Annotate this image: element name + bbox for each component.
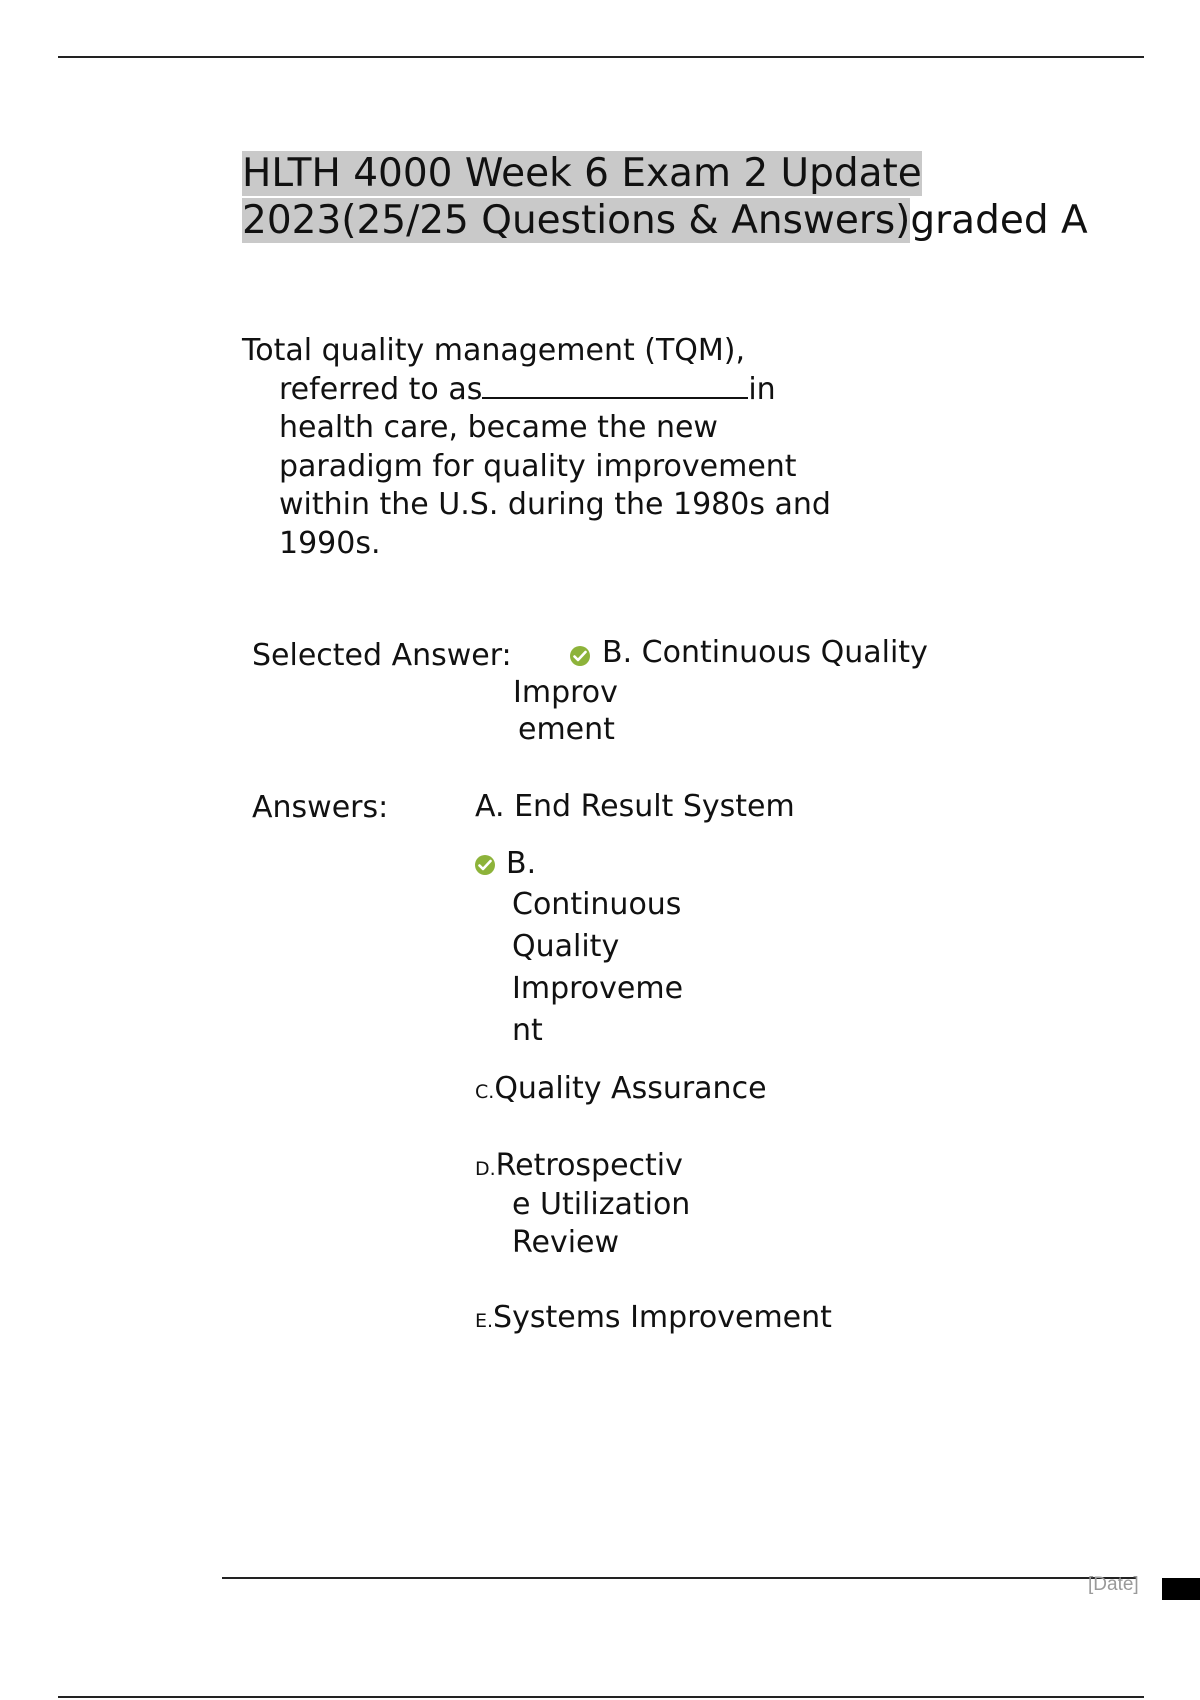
selected-answer-line2: Improv xyxy=(513,675,618,710)
question-line: paradigm for quality improvement xyxy=(279,448,797,484)
answer-option-b-line: nt xyxy=(512,1013,543,1048)
fill-in-blank xyxy=(482,371,748,399)
question-line: Total quality management (TQM), xyxy=(242,333,746,368)
option-text: Systems Improvement xyxy=(493,1300,832,1335)
footer-page-block xyxy=(1162,1578,1200,1600)
option-letter: E. xyxy=(475,1310,494,1332)
correct-check-icon xyxy=(475,855,495,875)
selected-answer-line3: ement xyxy=(518,712,615,747)
answer-option-a: A. End Result System xyxy=(475,789,795,824)
question-line: 1990s. xyxy=(279,525,381,561)
bottom-rule xyxy=(58,1696,1144,1698)
answer-option-d-line: e Utilization xyxy=(512,1187,691,1222)
question-line-post: in xyxy=(748,371,776,407)
option-letter: C. xyxy=(475,1081,495,1103)
answer-option-c xyxy=(475,1068,767,1113)
answer-option-e xyxy=(475,1297,832,1342)
title-line1: HLTH 4000 Week 6 Exam 2 Update xyxy=(242,151,922,196)
correct-check-icon xyxy=(570,646,590,666)
answer-option-b-line: Improveme xyxy=(512,971,684,1006)
option-text: Retrospectiv xyxy=(495,1148,683,1183)
option-text: Quality Assurance xyxy=(494,1071,767,1106)
answer-option-d-line: Review xyxy=(512,1225,620,1260)
document-title xyxy=(242,150,1142,244)
title-line2-highlight: 2023(25/25 Questions & Answers) xyxy=(242,198,911,243)
question-line xyxy=(242,371,882,410)
selected-answer-label: Selected Answer: xyxy=(252,638,512,673)
answers-label: Answers: xyxy=(252,790,389,825)
question-line: within the U.S. during the 1980s and xyxy=(279,487,831,522)
option-letter: D. xyxy=(475,1158,496,1180)
question-text xyxy=(242,332,882,563)
title-line2-rest: graded A xyxy=(910,198,1088,243)
question-line-pre: referred to as xyxy=(279,371,483,407)
header-rule xyxy=(58,56,1144,58)
question-line: health care, became the new xyxy=(279,410,718,445)
footer-date: [Date] xyxy=(1088,1574,1139,1595)
answer-option-b-line: Continuous xyxy=(512,887,682,922)
answer-option-b-line: Quality xyxy=(512,929,620,964)
answer-option-b-letter: B. xyxy=(506,846,537,881)
selected-answer-text: B. Continuous Quality xyxy=(602,635,928,670)
footer-rule xyxy=(222,1577,1137,1579)
